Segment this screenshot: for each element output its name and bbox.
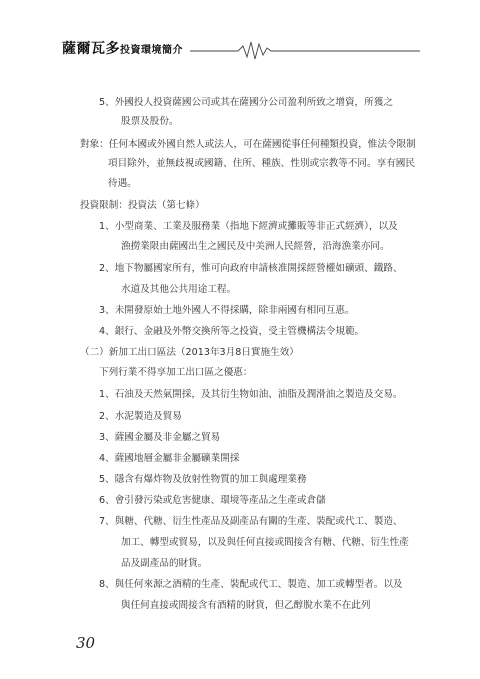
text-line: 項目除外，並無歧視或國籍、住所、種族、性別或宗教等不同。享有國民 bbox=[108, 158, 415, 169]
text-line: 對象：任何本國或外國自然人或法人，可在薩國從事任何種類投資，惟法令限制 bbox=[80, 139, 416, 150]
text-line: 投資限制：投資法（第七條） bbox=[80, 200, 205, 211]
text-line: 5、外國投人投資薩國公司或其在薩國分公司盈利所致之增資，所獲之 bbox=[99, 97, 393, 108]
text-line: 水道及其他公共用途工程。 bbox=[121, 284, 237, 295]
page-number: 30 bbox=[76, 634, 96, 652]
text-line: 8、與任何來源之酒精的生產、裝配或代工、製造、加工或轉型者。以及 bbox=[99, 579, 403, 590]
text-line: 漁撈業限由薩國出生之國民及中美洲人民經營，沿海漁業亦同。 bbox=[121, 241, 390, 252]
text-line: 4、薩國地層金屬非金屬礦業開採 bbox=[99, 453, 240, 464]
text-line: 3、薩國金屬及非金屬之貿易 bbox=[99, 432, 221, 443]
text-line: 5、隱含有爆炸物及放射性物質的加工與處理業務 bbox=[99, 474, 307, 485]
text-line: 2、地下物屬國家所有，惟可向政府申請核准開採經營權如礦頭、鐵路、 bbox=[99, 263, 403, 274]
text-line: 品及副產品的財貨。 bbox=[121, 558, 208, 569]
text-line: （二）新加工出口區法（2013年3月8日實施生效） bbox=[80, 347, 299, 358]
text-line: 1、石油及天然氣開採，及其衍生物如油、油脂及潤滑油之製造及交易。 bbox=[99, 389, 403, 400]
text-line: 1、小型商業、工業及服務業（指地下經濟或攤販等非正式經濟），以及 bbox=[99, 221, 398, 232]
text-line: 4、銀行、金融及外幣交換所等之投資，受主管機構法令規範。 bbox=[99, 326, 365, 337]
running-header bbox=[62, 36, 422, 62]
text-line: 2、水泥製造及貿易 bbox=[99, 411, 182, 422]
text-line: 3、未開發原始土地外國人不得採購，除非兩國有相同互惠。 bbox=[99, 305, 355, 316]
text-line: 與任何直接或間接含有酒精的財貨，但乙醇脫水業不在此列 bbox=[121, 600, 371, 611]
header-title-sub: 投資環境簡介 bbox=[120, 45, 183, 56]
text-line: 股票及股份。 bbox=[121, 116, 179, 127]
header-title bbox=[62, 38, 183, 58]
text-line: 6、會引發污染或危害健康、環境等產品之生產或倉儲 bbox=[99, 495, 326, 506]
text-line: 待遇。 bbox=[108, 178, 137, 189]
text-line: 加工、轉型或貿易，以及與任何直接或間接含有糖、代糖、衍生性產 bbox=[121, 537, 409, 548]
header-title-main: 薩爾瓦多 bbox=[62, 41, 120, 57]
text-line: 下列行業不得享加工出口區之優惠： bbox=[99, 367, 253, 378]
text-line: 7、與糖、代糖、衍生性產品及副產品有關的生產、裝配或代工、製造、 bbox=[99, 516, 403, 527]
